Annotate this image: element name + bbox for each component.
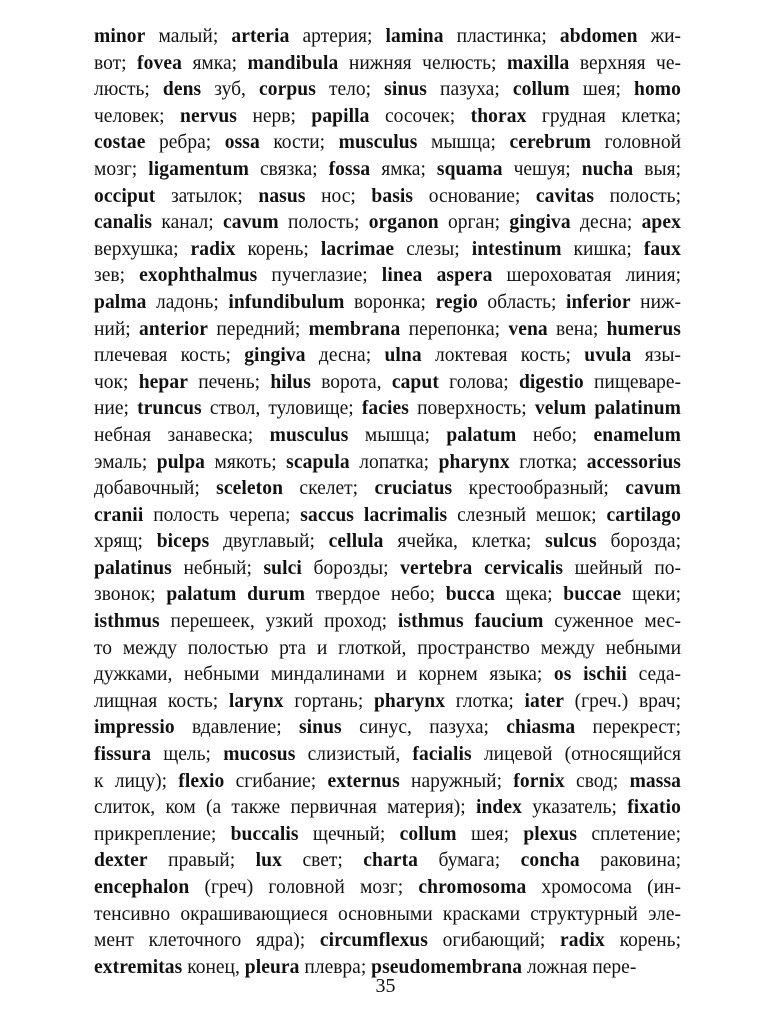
translation-text: двуглавый; xyxy=(209,531,329,553)
translation-text: ворота, xyxy=(310,371,392,393)
latin-term: mandibula xyxy=(247,52,339,74)
translation-text: воронка; xyxy=(344,291,436,313)
latin-term: anterior xyxy=(139,318,209,340)
text-line xyxy=(94,24,681,51)
latin-term: encephalon xyxy=(94,877,190,898)
latin-term: vena xyxy=(508,318,548,340)
latin-term: arteria xyxy=(231,26,290,47)
latin-term: os ischii xyxy=(553,664,628,686)
latin-term: fornix xyxy=(513,770,565,792)
latin-term: infundibulum xyxy=(228,291,345,313)
latin-term: biceps xyxy=(156,531,210,553)
translation-text: нос; xyxy=(305,185,372,207)
latin-term: accessorius xyxy=(586,451,681,473)
latin-term: extremitas xyxy=(94,956,183,978)
latin-term: lacrimae xyxy=(320,238,395,260)
text-line xyxy=(94,556,681,583)
text-line xyxy=(94,822,681,849)
translation-text: указатель; xyxy=(521,797,628,819)
translation-text: корень; xyxy=(604,930,681,952)
latin-term: bucca xyxy=(445,584,495,606)
text-line xyxy=(94,715,681,742)
translation-text: наружный; xyxy=(399,770,514,792)
translation-text: перепонка; xyxy=(400,318,509,340)
translation-text: ладонь; xyxy=(146,291,229,313)
translation-text: слизистый, xyxy=(295,744,413,766)
translation-text: человек; xyxy=(94,105,181,127)
latin-term: lux xyxy=(255,850,282,872)
latin-term: corpus xyxy=(258,79,316,101)
latin-term: sulcus xyxy=(545,531,597,553)
translation-text: артерия; xyxy=(289,26,386,47)
translation-text: жи- xyxy=(637,26,681,47)
latin-term: cranii xyxy=(94,504,144,526)
translation-text: перекрест; xyxy=(575,717,681,739)
latin-term: dens xyxy=(162,79,202,101)
text-line xyxy=(94,875,681,902)
translation-text: малый; xyxy=(145,26,232,47)
latin-term: nervus xyxy=(180,105,237,127)
translation-text: ствол, туловище; xyxy=(201,398,362,420)
latin-term: intestinum xyxy=(471,238,562,260)
latin-term: collum xyxy=(399,823,457,845)
text-line xyxy=(94,317,681,344)
latin-term: facies xyxy=(361,398,409,420)
latin-term: papilla xyxy=(311,105,370,127)
translation-text: ямка; xyxy=(370,158,437,180)
text-line xyxy=(94,396,681,423)
latin-term: scapula xyxy=(286,451,350,473)
translation-text: шея; xyxy=(569,79,635,101)
translation-text: хрящ; xyxy=(94,531,157,553)
translation-text: верхушка; xyxy=(94,238,191,260)
text-line xyxy=(94,77,681,104)
translation-text: дужками, небными миндалинами и корнем языка; xyxy=(94,664,554,686)
translation-text: шероховатая линия; xyxy=(492,265,681,287)
translation-text: лищная кость; xyxy=(94,690,229,712)
latin-term: organon xyxy=(368,212,439,234)
text-line xyxy=(94,290,681,317)
latin-term: dexter xyxy=(94,850,148,872)
latin-term: charta xyxy=(363,850,419,872)
translation-text: мент клеточного ядра); xyxy=(94,930,320,952)
latin-term: membrana xyxy=(308,318,401,340)
translation-text: глотка; xyxy=(445,690,525,712)
text-line xyxy=(94,582,681,609)
translation-text: небный; xyxy=(171,557,264,579)
translation-text: ниж- xyxy=(630,291,681,313)
text-line xyxy=(94,609,681,636)
text-line xyxy=(94,263,681,290)
latin-term: cruciatus xyxy=(374,478,453,500)
translation-text: борозда; xyxy=(596,531,681,553)
translation-text: канал; xyxy=(152,212,223,234)
translation-text: язы- xyxy=(631,345,681,367)
latin-term: isthmus xyxy=(94,611,160,633)
translation-text: пазуха; xyxy=(426,79,513,101)
text-line xyxy=(94,689,681,716)
latin-term: lamina xyxy=(385,26,444,47)
translation-text: борозды; xyxy=(301,557,401,579)
translation-text: (греч) головной мозг; xyxy=(189,877,419,898)
latin-term: palma xyxy=(94,291,147,313)
text-line xyxy=(94,237,681,264)
latin-term: musculus xyxy=(338,132,418,154)
latin-term: chromosoma xyxy=(418,877,527,898)
text-line xyxy=(94,662,681,689)
latin-term: collum xyxy=(512,79,570,101)
translation-text: мышца; xyxy=(417,132,510,154)
translation-text: основание; xyxy=(413,185,536,207)
translation-text: чок; xyxy=(94,371,139,393)
latin-term: cavitas xyxy=(535,185,595,207)
latin-term: externus xyxy=(327,770,400,792)
latin-term: pharynx xyxy=(438,451,510,473)
translation-text: нижняя челюсть; xyxy=(338,52,507,74)
latin-term: apex xyxy=(641,212,681,234)
translation-text: лицевой (относящийся xyxy=(471,744,681,766)
translation-text: крестообразный; xyxy=(452,478,626,500)
text-line xyxy=(94,529,681,556)
translation-text: свод; xyxy=(564,770,630,792)
latin-term: flexio xyxy=(178,770,225,792)
latin-term: isthmus faucium xyxy=(397,611,544,633)
latin-term: faux xyxy=(643,238,681,260)
translation-text: зуб, xyxy=(201,79,259,101)
latin-term: hepar xyxy=(138,371,188,393)
translation-text: к лицу); xyxy=(94,770,179,792)
translation-text: лопатка; xyxy=(349,451,439,473)
translation-text: голова; xyxy=(438,371,519,393)
latin-term: pulpa xyxy=(156,451,205,473)
translation-text: щека; xyxy=(494,584,564,606)
translation-text: полость черепа; xyxy=(143,504,301,526)
translation-text: орган; xyxy=(438,212,510,234)
latin-term: hilus xyxy=(270,371,311,393)
translation-text: чешуя; xyxy=(502,158,582,180)
latin-term: fovea xyxy=(137,52,182,74)
latin-term: pharynx xyxy=(373,690,446,712)
translation-text: ложная пере- xyxy=(522,956,637,978)
text-line xyxy=(94,742,681,769)
translation-text: передний; xyxy=(208,318,309,340)
translation-text: седа- xyxy=(627,664,681,686)
latin-term: cartilago xyxy=(606,504,681,526)
latin-term: pleura xyxy=(244,956,300,978)
latin-term: ligamentum xyxy=(148,158,249,180)
text-line xyxy=(94,476,681,503)
latin-term: sinus xyxy=(384,79,427,101)
translation-text: пластинка; xyxy=(443,26,560,47)
latin-term: abdomen xyxy=(559,26,638,47)
translation-text: ямка; xyxy=(181,52,248,74)
translation-text: десна; xyxy=(305,345,385,367)
latin-term: linea aspera xyxy=(381,265,493,287)
latin-term: cerebrum xyxy=(509,132,592,154)
latin-term: fissura xyxy=(94,744,152,766)
translation-text: кости; xyxy=(259,132,339,154)
text-line xyxy=(94,795,681,822)
translation-text: ние; xyxy=(94,398,138,420)
translation-text: выя; xyxy=(633,158,681,180)
latin-term: palatum xyxy=(446,424,517,446)
latin-term: larynx xyxy=(228,690,284,712)
translation-text: слезный мешок; xyxy=(447,504,607,526)
latin-term: minor xyxy=(94,26,146,47)
translation-text: корень; xyxy=(235,238,321,260)
translation-text: свет; xyxy=(281,850,364,872)
translation-text: мозг; xyxy=(94,158,149,180)
translation-text: ячейка, клетка; xyxy=(383,531,546,553)
latin-term: concha xyxy=(520,850,580,872)
translation-text: область; xyxy=(477,291,566,313)
text-line xyxy=(94,848,681,875)
translation-text: скелет; xyxy=(283,478,375,500)
translation-text: люсть; xyxy=(94,79,163,101)
translation-text: плевра; xyxy=(299,956,372,978)
translation-text: эмаль; xyxy=(94,451,157,473)
translation-text: кишка; xyxy=(561,238,644,260)
translation-text: бумага; xyxy=(418,850,521,872)
translation-text: звонок; xyxy=(94,584,167,606)
latin-term: basis xyxy=(371,185,414,207)
latin-term: sceleton xyxy=(216,478,284,500)
latin-term: cavum xyxy=(625,478,681,500)
translation-text: мышца; xyxy=(348,424,447,446)
translation-text: то между полостью рта и глоткой, пространство между небными xyxy=(94,637,681,659)
translation-text: десна; xyxy=(570,212,642,234)
latin-term: humerus xyxy=(606,318,681,340)
translation-text: вот; xyxy=(94,52,138,74)
latin-term: enamelum xyxy=(593,424,681,446)
translation-text: щечный; xyxy=(298,823,400,845)
latin-term: vertebra cervicalis xyxy=(400,557,564,579)
translation-text: вдавление; xyxy=(174,717,299,739)
latin-term: nucha xyxy=(581,158,634,180)
translation-text: связка; xyxy=(248,158,329,180)
translation-text: сплетение; xyxy=(577,823,681,845)
translation-text: пищеваре- xyxy=(583,371,681,393)
translation-text: пучеглазие; xyxy=(257,265,382,287)
glossary-text xyxy=(94,24,681,981)
latin-term: impressio xyxy=(94,717,175,739)
latin-term: saccus lacrimalis xyxy=(300,504,448,526)
translation-text: головной xyxy=(591,132,681,154)
translation-text: сосочек; xyxy=(369,105,471,127)
latin-term: canalis xyxy=(94,212,153,234)
translation-text: затылок; xyxy=(155,185,259,207)
text-line xyxy=(94,210,681,237)
latin-term: buccalis xyxy=(230,823,299,845)
translation-text: верхняя че- xyxy=(569,52,681,74)
translation-text: мякоть; xyxy=(205,451,287,473)
translation-text: тело; xyxy=(315,79,385,101)
latin-term: chiasma xyxy=(506,717,576,739)
text-line xyxy=(94,184,681,211)
translation-text: небо; xyxy=(516,424,594,446)
translation-text: шейный по- xyxy=(563,557,681,579)
latin-term: mucosus xyxy=(223,744,296,766)
translation-text: небная занавеска; xyxy=(94,424,270,446)
text-line xyxy=(94,104,681,131)
page-number: 35 xyxy=(375,975,396,997)
text-line xyxy=(94,130,681,157)
latin-term: truncus xyxy=(137,398,202,420)
text-line xyxy=(94,423,681,450)
translation-text: синус, пазуха; xyxy=(341,717,507,739)
translation-text: суженное мес- xyxy=(543,611,681,633)
latin-term: radix xyxy=(559,930,605,952)
latin-term: ulna xyxy=(384,345,422,367)
translation-text: сгибание; xyxy=(224,770,328,792)
text-line xyxy=(94,51,681,78)
latin-term: nasus xyxy=(258,185,306,207)
latin-term: palatinus xyxy=(94,557,172,579)
latin-term: massa xyxy=(629,770,681,792)
latin-term: iater xyxy=(524,690,564,712)
latin-term: homo xyxy=(634,79,681,101)
latin-term: buccae xyxy=(563,584,622,606)
latin-term: exophthalmus xyxy=(139,265,258,287)
latin-term: musculus xyxy=(269,424,349,446)
latin-term: cavum xyxy=(222,212,279,234)
text-line xyxy=(94,902,681,929)
text-line xyxy=(94,636,681,663)
latin-term: inferior xyxy=(565,291,631,313)
translation-text: плечевая кость; xyxy=(94,345,245,367)
latin-term: sinus xyxy=(298,717,342,739)
translation-text: правый; xyxy=(147,850,256,872)
translation-text: щель; xyxy=(151,744,224,766)
translation-text: печень; xyxy=(187,371,271,393)
text-line xyxy=(94,769,681,796)
translation-text: грудная клетка; xyxy=(526,105,681,127)
translation-text: огибающий; xyxy=(427,930,560,952)
translation-text: твердое небо; xyxy=(305,584,446,606)
latin-term: radix xyxy=(190,238,236,260)
translation-text: добавочный; xyxy=(94,478,217,500)
latin-term: facialis xyxy=(412,744,472,766)
translation-text: локтевая кость; xyxy=(421,345,585,367)
latin-term: index xyxy=(475,797,522,819)
translation-text: (греч.) врач; xyxy=(563,690,681,712)
translation-text: слезы; xyxy=(394,238,472,260)
latin-term: occiput xyxy=(94,185,156,207)
latin-term: velum palatinum xyxy=(534,398,681,420)
latin-term: cellula xyxy=(328,531,384,553)
translation-text: полость; xyxy=(594,185,681,207)
text-line xyxy=(94,450,681,477)
latin-term: regio xyxy=(435,291,478,313)
latin-term: sulci xyxy=(263,557,302,579)
translation-text: поверхность; xyxy=(409,398,535,420)
translation-text: конец, xyxy=(182,956,245,978)
latin-term: circumflexus xyxy=(319,930,428,952)
translation-text: нерв; xyxy=(237,105,312,127)
text-line xyxy=(94,928,681,955)
translation-text: глотка; xyxy=(509,451,587,473)
translation-text: хромосома (ин- xyxy=(526,877,681,898)
translation-text: щеки; xyxy=(621,584,681,606)
translation-text: ний; xyxy=(94,318,140,340)
latin-term: squama xyxy=(436,158,503,180)
latin-term: uvula xyxy=(584,345,632,367)
latin-term: ossa xyxy=(224,132,260,154)
text-line xyxy=(94,370,681,397)
latin-term: thorax xyxy=(470,105,527,127)
latin-term: maxilla xyxy=(506,52,570,74)
translation-text: гортань; xyxy=(283,690,374,712)
translation-text: прикрепление; xyxy=(94,823,231,845)
translation-text: слиток, ком (а также первичная материя); xyxy=(94,797,476,819)
text-line xyxy=(94,503,681,530)
latin-term: palatum durum xyxy=(166,584,306,606)
text-line xyxy=(94,343,681,370)
latin-term: gingiva xyxy=(509,212,571,234)
latin-term: plexus xyxy=(523,823,578,845)
latin-term: fossa xyxy=(328,158,371,180)
translation-text: шея; xyxy=(456,823,524,845)
latin-term: digestio xyxy=(518,371,584,393)
translation-text: зев; xyxy=(94,265,140,287)
translation-text: ребра; xyxy=(145,132,225,154)
translation-text: перешеек, узкий проход; xyxy=(159,611,398,633)
translation-text: полость; xyxy=(278,212,369,234)
latin-term: pseudomembrana xyxy=(371,956,523,978)
latin-term: gingiva xyxy=(244,345,306,367)
latin-term: caput xyxy=(391,371,439,393)
translation-text: тенсивно окрашивающиеся основными красками структурный эле- xyxy=(94,903,681,925)
translation-text: раковина; xyxy=(579,850,681,872)
latin-term: costae xyxy=(94,132,146,154)
text-line xyxy=(94,157,681,184)
latin-term: fixatio xyxy=(627,797,681,819)
translation-text: вена; xyxy=(547,318,607,340)
